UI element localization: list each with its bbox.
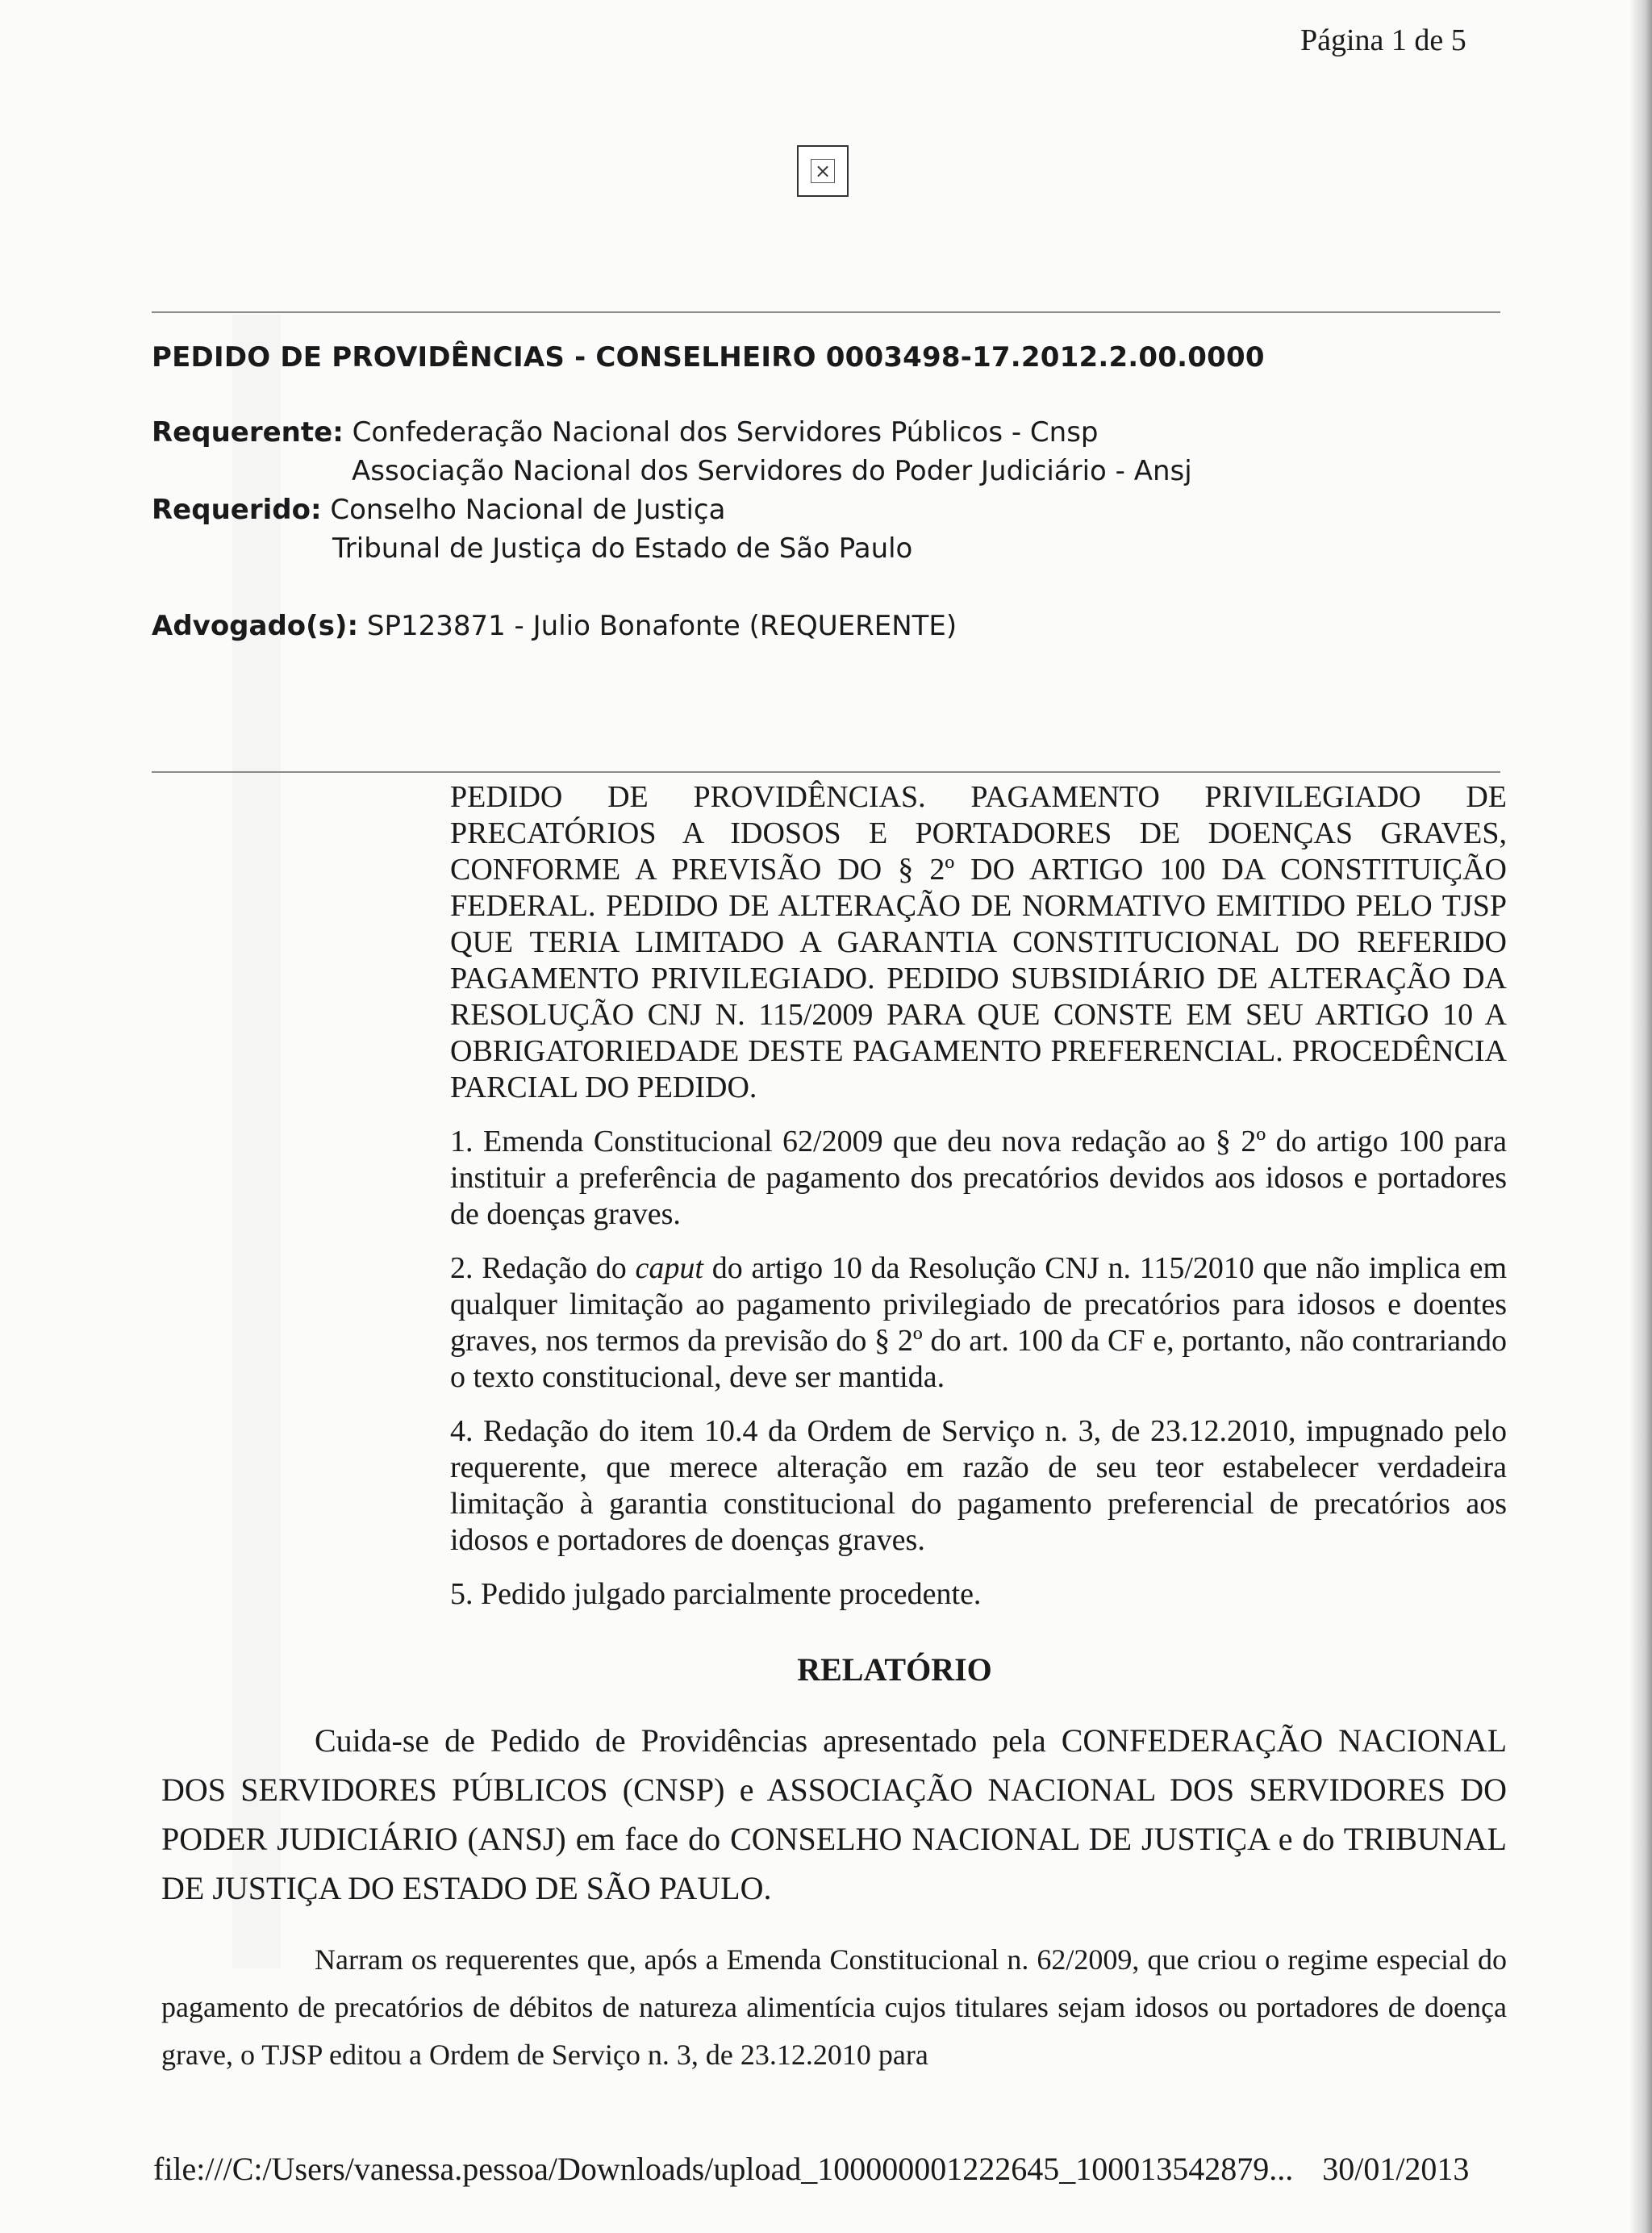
requerido-label: Requerido: (152, 494, 322, 526)
paragraph-text: Cuida-se de Pedido de Providências apresentado pela CONFEDERAÇÃO NACIONAL DOS SERVIDORES PÚBLICOS (CNSP) e ASSOCIAÇÃO NACIONAL DOS SERVIDORES DO PODER JUDICIÁRIO (ANSJ) em face do CONSELHO NACIONAL DE JUSTIÇA e do TRIBUNAL DE JUSTIÇA DO ESTADO DE SÃO PAULO. (161, 1722, 1507, 1906)
ementa-item-2 (450, 1250, 1507, 1396)
requerido-1: Conselho Nacional de Justiça (330, 494, 726, 526)
paragraph-text: Narram os requerentes que, após a Emenda Constitucional n. 62/2009, que criou o regime especial do pagamento de precatórios de débitos de natureza alimentícia cujos titulares sejam idosos ou portadores de doença grave, o TJSP editou a Ordem de Serviço n. 3, de 23.12.2010 para (161, 1943, 1507, 2071)
requerente-2: Associação Nacional dos Servidores do Poder Judiciário - Ansj (352, 455, 1192, 487)
process-title: PEDIDO DE PROVIDÊNCIAS - CONSELHEIRO 0003498-17.2012.2.00.0000 (152, 341, 1265, 374)
requerente-line-1 (152, 416, 1099, 449)
ementa (450, 779, 1507, 1613)
print-footer (153, 2150, 1469, 2188)
ementa-item-4: 4. Redação do item 10.4 da Ordem de Serviço n. 3, de 23.12.2010, impugnado pelo requerente, que merece alteração em razão de seu teor estabelecer verdadeira limitação à garantia constitucional do pagamento preferencial de precatórios aos idosos e portadores de doenças graves. (450, 1414, 1507, 1557)
requerente-label: Requerente: (152, 416, 344, 449)
ementa-heading: PEDIDO DE PROVIDÊNCIAS. PAGAMENTO PRIVILEGIADO DE PRECATÓRIOS A IDOSOS E PORTADORES DE DOENÇAS GRAVES, CONFORME A PREVISÃO DO § 2º DO ARTIGO 100 DA CONSTITUIÇÃO FEDERAL. PEDIDO DE ALTERAÇÃO DE NORMATIVO EMITIDO PELO TJSP QUE TERIA LIMITADO A GARANTIA CONSTITUCIONAL DO REFERIDO PAGAMENTO PRIVILEGIADO. PEDIDO SUBSIDIÁRIO DE ALTERAÇÃO DA RESOLUÇÃO CNJ N. 115/2009 PARA QUE CONSTE EM SEU ARTIGO 10 A OBRIGATORIEDADE DESTE PAGAMENTO PREFERENCIAL. PROCEDÊNCIA PARCIAL DO PEDIDO. (450, 780, 1507, 1104)
ementa-item-1: 1. Emenda Constitucional 62/2009 que deu nova redação ao § 2º do artigo 100 para instituir a preferência de pagamento dos precatórios devidos aos idosos e portadores de doenças graves. (450, 1125, 1507, 1231)
ementa-item-2-italic: caput (635, 1251, 703, 1285)
page-number: Página 1 de 5 (1300, 23, 1466, 57)
footer-file-path: file:///C:/Users/vanessa.pessoa/Downloads/upload_100000001222645_100013542879... (153, 2151, 1294, 2187)
broken-image-icon: × (797, 145, 849, 197)
advogado-label: Advogado(s): (152, 610, 359, 642)
advogado-value: SP123871 - Julio Bonafonte (REQUERENTE) (366, 610, 957, 642)
relatorio-paragraph-1 (161, 1716, 1507, 1913)
footer-date: 30/01/2013 (1322, 2151, 1470, 2187)
requerido-2: Tribunal de Justiça do Estado de São Paulo (332, 532, 913, 565)
requerido-line-1 (152, 494, 725, 526)
scan-edge-shadow (1629, 0, 1652, 2233)
relatorio-paragraph-2 (161, 1936, 1507, 2079)
divider-middle (152, 771, 1500, 773)
advogado-line (152, 610, 957, 642)
section-title-relatorio: RELATÓRIO (797, 1651, 992, 1688)
divider-top (152, 311, 1500, 313)
requerente-1: Confederação Nacional dos Servidores Públicos - Cnsp (352, 416, 1099, 449)
ementa-item-2-start: 2. Redação do (450, 1251, 636, 1285)
ementa-item-5: 5. Pedido julgado parcialmente procedente. (450, 1577, 982, 1611)
ementa-item-2-end: do artigo 10 da Resolução CNJ n. 115/2010 que não implica em qualquer limitação ao pagamento privilegiado de precatórios para idosos e doentes graves, nos termos da previsão do § 2º do art. 100 da CF e, portanto, não contrariando o texto constitucional, deve ser mantida. (450, 1251, 1508, 1394)
